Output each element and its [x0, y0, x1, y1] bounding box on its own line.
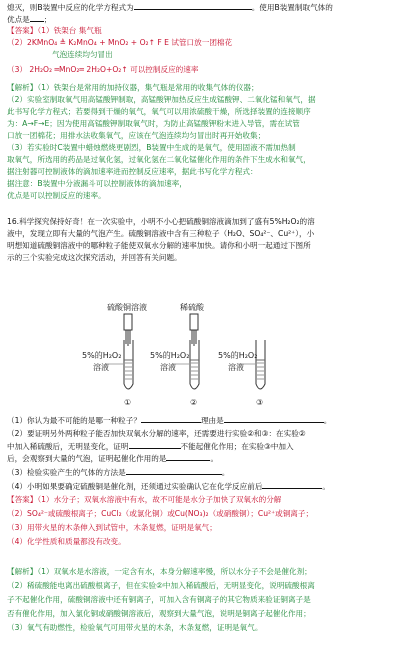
answer-2: （2）2KMnO₄ ≜ K₂MnO₄ + MnO₂ + O₂↑ F E 试管口放一团棉花	[7, 38, 233, 47]
analysis-5: 口放一团棉花；用排水法收集氧气，应该在气泡连续均匀冒出时再开始收集；	[7, 131, 266, 140]
analysis-b-4: 否有催化作用，加入氯化铜或硝酸铜溶液后，观察到大量气泡，说明是铜离子起催化作用；	[7, 609, 311, 618]
analysis-b-3: 子不起催化作用，硫酸铜溶液中还有铜离子，可加入含有铜离子的其它物质来验证铜离子是	[7, 595, 311, 604]
copper-sulfate-label: 硫酸铜溶液	[107, 303, 147, 312]
sub-question-4: （4）小明如果要确定硫酸铜是催化剂，还须通过实验确认它在化学反应前后 。	[7, 482, 331, 491]
sub-question-2-line-1: （2）要证明另外两种粒子能否加快双氧水分解的速率，还需要进行实验②和③：在实验②	[7, 429, 306, 438]
question-16-line-4: 示的三个实验完成这次探究活动，并回答有关问题。	[7, 253, 182, 262]
analysis-b-5: （3）氧气有助燃性，检验氧气可用带火星的木条，木条复燃，证明是氧气。	[7, 623, 263, 632]
tube-1-label-solution: 溶液	[93, 363, 109, 372]
analysis-b-1: 【解析】（1）双氧水是水溶液，一定含有水，本身分解速率慢，所以水分子不会是催化剂；	[7, 567, 312, 576]
line-0: 熄灭，则B装置中反应的化学方程式为 。使用B装置制取气体的	[7, 3, 333, 12]
answer-b-1: 【答案】（1）水分子；双氧水溶液中有水，故不可能是水分子加快了双氧水的分解	[7, 495, 282, 504]
analysis-4: 为：A→F→E；因为使用高锰酸钾制取氧气时，为防止高锰酸钾粉末进入导管，需在试管	[7, 119, 300, 128]
tube-2-label-solution: 溶液	[160, 363, 176, 372]
tube-2-number: ②	[190, 398, 198, 407]
sub-question-3: （3）检验实验产生的气体的方法是 。	[7, 468, 230, 477]
answer-2b: 气泡连续均匀冒出	[52, 50, 113, 59]
line-1: 优点是 ；	[7, 15, 52, 24]
analysis-1: 【解析】（1）铁架台是常用的加持仪器，集气瓶是常用的收集气体的仪器；	[7, 83, 259, 92]
answer-1: 【答案】（1）铁架台 集气瓶	[7, 26, 102, 35]
analysis-8: 据注射器可控制液体的滴加速率进而控制反应速率，据此书写化学方程式：	[7, 167, 258, 176]
sub-question-2-line-2: 中加入稀硫酸后，无明显变化，证明 不能起催化作用；在实验③中加入	[7, 442, 294, 451]
sub-question-1: （1）你认为最不可能的是哪一种粒子？ 理由是 。	[7, 416, 332, 425]
experiment-figure	[0, 300, 413, 412]
tube-3-label-solution: 溶液	[228, 363, 244, 372]
question-16-line-3: 明想知道硫酸铜溶液中的哪种粒子能使双氧水分解的速率加快。请你和小明一起通过下图所	[7, 241, 311, 250]
tube-3-label-conc: 5%的H₂O₂	[218, 351, 258, 360]
question-16-line-1: 16.科学探究保持好奇！在一次实验中，小明不小心把硫酸铜溶液滴加到了盛有5%H₂O₂的溶	[7, 217, 315, 226]
sub-question-2-line-3: 后，会观察到大量的气泡，证明起催化作用的是 。	[7, 454, 219, 463]
analysis-6: （3）若实验时C装置中蜡烛燃烧更剧烈，B装置中生成的是氧气，使用固液不需加热制	[7, 143, 296, 152]
analysis-3: 此书写化学方程式；若要得到干燥的氧气，氧气可以用浓硫酸干燥，所选择装置的连接顺序	[7, 107, 311, 116]
answer-b-3: （4）化学性质和质量都没有改变。	[7, 537, 126, 546]
test-tube-3	[256, 340, 265, 389]
analysis-b-2: （2）稀硫酸能电离出硫酸根离子，但在实验②中加入稀硫酸后，无明显变化，说明硫酸根离	[7, 581, 315, 590]
dropper-1	[124, 314, 132, 346]
question-16-line-2: 液中，发现立即有大量的气泡产生。硫酸铜溶液中含有三种粒子（H₂O、SO₄²⁻、Cu²⁺），小	[7, 229, 315, 238]
test-tube-2	[190, 340, 199, 389]
analysis-2: （2）实验室制取氧气用高锰酸钾制取，高锰酸钾加热反应生成锰酸钾、二氧化锰和氧气，据	[7, 95, 316, 104]
tube-1-number: ①	[124, 398, 132, 407]
answer-3: （3） 2H₂O₂ ═MnO₂═ 2H₂O+O₂↑ 可以控制反应的速率	[7, 65, 199, 74]
analysis-7: 取氧气，所选用的药品是过氧化氢，过氧化氢在二氧化锰催化作用的条件下生成水和氧气，	[7, 155, 311, 164]
dropper-2	[190, 314, 198, 346]
tube-2-label-conc: 5%的H₂O₂	[150, 351, 190, 360]
tube-1-label-conc: 5%的H₂O₂	[82, 351, 122, 360]
analysis-10: 优点是可以控制反应的速率。	[7, 191, 106, 200]
answer-b-2: （3）用带火星的木条伸入到试管中，木条复燃，证明是氧气；	[7, 523, 217, 532]
test-tube-1	[124, 340, 133, 389]
dilute-acid-label: 稀硫酸	[180, 303, 204, 312]
analysis-9: 据注意：B装置中分液漏斗可以控制液体的滴加速率，	[7, 179, 187, 188]
tube-3-number: ③	[256, 398, 264, 407]
answer-b-1b: （2）SO₄²⁻或硫酸根离子；CuCl₂（或氯化铜）或Cu(NO₃)₂（或硝酸铜）；Cu²⁺或铜离子；	[7, 509, 314, 518]
